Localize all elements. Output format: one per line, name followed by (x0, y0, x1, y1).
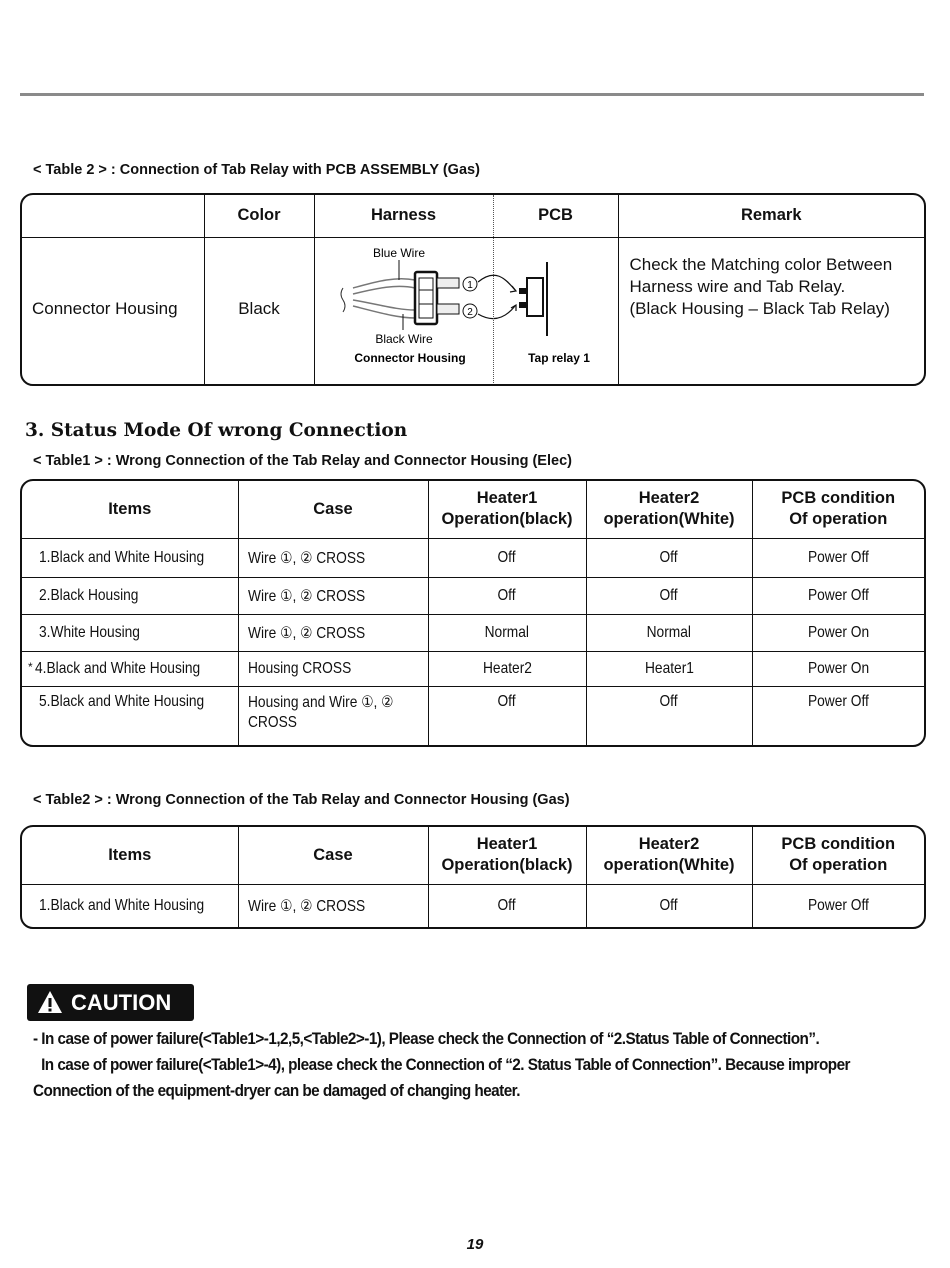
remark-line-1: Check the Matching color Between (629, 254, 893, 274)
t1-row4-heater2: Heater1 (644, 659, 694, 677)
table-row (22, 651, 924, 686)
t2-header-case: Case (238, 827, 428, 884)
t1-row1-pcb: Power Off (807, 548, 869, 566)
t1-row2-item: 2.Black Housing (39, 586, 139, 604)
t2-row1-case: Wire ①, ② CROSS (247, 897, 365, 915)
table-row (22, 538, 924, 577)
table2-caption: < Table2 > : Wrong Connection of the Tab Relay and Connector Housing (Gas) (33, 792, 570, 808)
blue-wire-label: Blue Wire (372, 245, 425, 260)
t1-row3-heater1: Normal (484, 623, 530, 641)
caution-line-2: In case of power failure(<Table1>-4), please check the Connection of “2. Status Table of Connection”. Because improper (41, 1055, 850, 1074)
header-pcb: PCB (493, 195, 618, 237)
marker-2-label: 2 (466, 306, 473, 318)
wire-end-squiggle (341, 288, 345, 312)
t1-header-pcb: PCB condition Of operation (752, 481, 924, 538)
t1-row3-item: 3.White Housing (39, 623, 140, 641)
warning-icon (37, 990, 63, 1014)
header-harness: Harness (314, 195, 493, 237)
page-number: 19 (466, 1236, 484, 1253)
connector-housing-label: Connector Housing (353, 350, 466, 365)
t2-row1-heater1: Off (497, 896, 517, 914)
table-row (22, 686, 924, 745)
terminal-1 (437, 278, 459, 288)
t1-row4-case: Housing CROSS (247, 659, 351, 677)
wrong-connection-table-elec (20, 479, 926, 747)
table-row (22, 884, 924, 927)
t1-row2-pcb: Power Off (807, 586, 869, 604)
caution-badge (27, 984, 194, 1021)
t2-header-items: Items (22, 827, 238, 884)
t1-row4-item: 4.Black and White Housing (34, 659, 200, 677)
black-wire-label: Black Wire (374, 331, 433, 346)
t2-header-heater1: Heater1 Operation(black) (428, 827, 586, 884)
marker-1-label: 1 (466, 279, 473, 291)
t1-row5-case: Housing and Wire ①, ② CROSS (238, 686, 428, 745)
blue-wire-line-b (353, 286, 415, 294)
t1-row4-pcb: Power On (807, 659, 869, 677)
t1-row2-heater1: Off (497, 586, 517, 604)
t1-row2-case: Wire ①, ② CROSS (247, 587, 365, 605)
caution-label: CAUTION (71, 990, 172, 1015)
arrow-1 (478, 275, 515, 290)
top-rule (20, 93, 924, 96)
t1-row3-pcb: Power On (807, 623, 869, 641)
t1-row5-item: 5.Black and White Housing (39, 692, 205, 710)
t1-row2-heater2: Off (659, 586, 679, 604)
black-wire-line-b (353, 306, 415, 318)
harness-pcb-diagram (314, 237, 618, 385)
color-black: Black (204, 237, 314, 385)
t1-row1-heater1: Off (497, 548, 517, 566)
arrow-2 (478, 306, 515, 319)
t1-row1-item: 1.Black and White Housing (39, 548, 205, 566)
caution-text (33, 1026, 850, 1104)
table-row (22, 577, 924, 614)
remark-line-2: Harness wire and Tab Relay. (629, 276, 846, 296)
table-row (22, 614, 924, 651)
wrong-connection-table-gas (20, 825, 926, 929)
remark-line-3: (Black Housing – Black Tab Relay) (629, 298, 890, 318)
caution-line-1: - In case of power failure(<Table1>-1,2,5,<Table2>-1), Please check the Connection of “2.Status Table of Connection”. (33, 1029, 820, 1048)
t1-row5-heater1: Off (497, 692, 517, 710)
t1-row5-heater2: Off (659, 692, 679, 710)
section-heading: 3. Status Mode Of wrong Connection (25, 420, 408, 441)
connector-diagram (315, 238, 619, 385)
t1-row4-asterisk: * (28, 659, 33, 674)
connector-housing-body (415, 272, 437, 324)
t1-row1-case: Wire ①, ② CROSS (247, 549, 365, 567)
table1-caption: < Table1 > : Wrong Connection of the Tab Relay and Connector Housing (Elec) (33, 453, 572, 469)
t2-header-pcb: PCB condition Of operation (752, 827, 924, 884)
terminal-2 (437, 304, 459, 314)
t1-header-heater2: Heater2 operation(White) (586, 481, 752, 538)
tab-relay-body (527, 278, 543, 316)
tap-relay-label: Tap relay 1 (527, 350, 590, 365)
caution-line-3: Connection of the equipment-dryer can be damaged of changing heater. (33, 1081, 520, 1100)
harness-pcb-divider (493, 238, 494, 385)
t1-header-items: Items (22, 481, 238, 538)
t2-row1-item: 1.Black and White Housing (39, 896, 205, 914)
t1-row3-case: Wire ①, ② CROSS (247, 624, 365, 642)
header-empty (22, 195, 204, 237)
t2-row1-pcb: Power Off (807, 896, 869, 914)
item-connector-housing: Connector Housing (22, 237, 204, 385)
t1-header-heater1: Heater1 Operation(black) (428, 481, 586, 538)
header-remark: Remark (618, 195, 924, 237)
connection-table-gas (20, 193, 926, 386)
t1-row5-pcb: Power Off (807, 692, 869, 710)
t2-header-heater2: Heater2 operation(White) (586, 827, 752, 884)
table-gas-caption: < Table 2 > : Connection of Tab Relay with PCB ASSEMBLY (Gas) (33, 162, 480, 178)
t1-row4-heater1: Heater2 (482, 659, 532, 677)
t2-row1-heater2: Off (659, 896, 679, 914)
t1-header-case: Case (238, 481, 428, 538)
header-color: Color (204, 195, 314, 237)
t1-row1-heater2: Off (659, 548, 679, 566)
t1-row3-heater2: Normal (646, 623, 692, 641)
remark-cell (618, 237, 924, 385)
